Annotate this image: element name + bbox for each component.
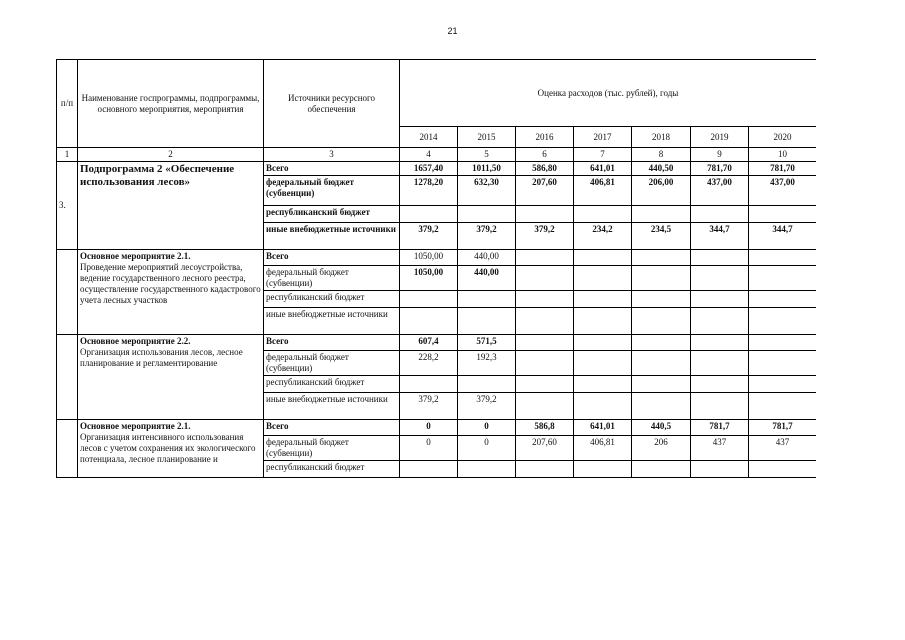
expense-value xyxy=(516,461,574,478)
column-index-cell: 3 xyxy=(264,148,400,162)
expense-value: 228,2 xyxy=(400,351,458,376)
column-index-cell: 1 xyxy=(57,148,78,162)
expense-value xyxy=(574,308,632,335)
funding-source: Всего xyxy=(264,420,400,436)
header-name: Наименование госпрограммы, подпрограммы, основного мероприятия, мероприятия xyxy=(78,60,264,148)
expense-value xyxy=(749,376,817,393)
expense-value xyxy=(749,206,817,223)
expense-value xyxy=(632,308,691,335)
expense-value: 206,00 xyxy=(632,176,691,206)
header-year: 2014 xyxy=(400,127,458,148)
expense-value xyxy=(632,351,691,376)
column-index-cell: 2 xyxy=(78,148,264,162)
header-year: 2020 xyxy=(749,127,817,148)
expense-value: 781,70 xyxy=(691,162,749,176)
budget-table xyxy=(56,59,816,478)
expense-value xyxy=(691,351,749,376)
expense-value xyxy=(749,266,817,291)
expense-value: 440,00 xyxy=(458,250,516,266)
expense-value: 437 xyxy=(691,436,749,461)
header-year: 2018 xyxy=(632,127,691,148)
expense-value xyxy=(574,461,632,478)
expense-value: 641,01 xyxy=(574,162,632,176)
expense-value xyxy=(574,376,632,393)
expense-value xyxy=(400,308,458,335)
table-row xyxy=(57,250,817,266)
expense-value: 379,2 xyxy=(458,393,516,420)
expense-value xyxy=(691,291,749,308)
expense-value: 234,2 xyxy=(574,223,632,250)
table-row xyxy=(57,335,817,351)
expense-value: 379,2 xyxy=(516,223,574,250)
program-name-cell xyxy=(78,250,264,335)
expense-value: 437,00 xyxy=(691,176,749,206)
expense-value xyxy=(516,308,574,335)
expense-value xyxy=(691,266,749,291)
funding-source: республиканский бюджет xyxy=(264,206,400,223)
expense-value: 0 xyxy=(400,420,458,436)
program-description: Проведение мероприятий лесоустройства, ведение государственного лесного реестра, осуществление государственного кадастрового учета лесных участков xyxy=(80,262,261,305)
expense-value xyxy=(574,335,632,351)
expense-value: 406,81 xyxy=(574,436,632,461)
expense-value xyxy=(458,376,516,393)
expense-value xyxy=(574,266,632,291)
program-title: Подпрограмма 2 «Обеспечение использования лесов» xyxy=(80,163,235,188)
expense-value xyxy=(691,461,749,478)
expense-value xyxy=(691,335,749,351)
program-name-cell xyxy=(78,335,264,420)
expense-value xyxy=(749,250,817,266)
expense-value: 379,2 xyxy=(400,393,458,420)
expense-value: 234,5 xyxy=(632,223,691,250)
expense-value: 1050,00 xyxy=(400,266,458,291)
header-year: 2015 xyxy=(458,127,516,148)
column-index-cell: 4 xyxy=(400,148,458,162)
expense-value: 192,3 xyxy=(458,351,516,376)
expense-value xyxy=(400,206,458,223)
funding-source: иные внебюджетные источники xyxy=(264,393,400,420)
program-description: Организация интенсивного использования лесов с учетом сохранения их экологического потенциала, лесное планирование и xyxy=(80,432,256,464)
expense-value: 379,2 xyxy=(400,223,458,250)
expense-value: 781,70 xyxy=(749,162,817,176)
expense-value: 379,2 xyxy=(458,223,516,250)
expense-value xyxy=(632,206,691,223)
funding-source: федеральный бюджет (субвенции) xyxy=(264,351,400,376)
header-num: п/п xyxy=(57,60,78,148)
table-row xyxy=(57,162,817,176)
expense-value: 586,80 xyxy=(516,162,574,176)
expense-value: 437,00 xyxy=(749,176,817,206)
program-name-cell xyxy=(78,420,264,478)
expense-value xyxy=(516,250,574,266)
column-index-cell: 9 xyxy=(691,148,749,162)
funding-source: Всего xyxy=(264,335,400,351)
expense-value xyxy=(632,335,691,351)
row-number xyxy=(57,335,78,420)
expense-value xyxy=(574,351,632,376)
expense-value xyxy=(749,393,817,420)
program-title: Основное мероприятие 2.1. xyxy=(80,251,191,261)
expense-value xyxy=(691,308,749,335)
expense-value: 344,7 xyxy=(749,223,817,250)
expense-value xyxy=(516,376,574,393)
expense-value: 440,00 xyxy=(458,266,516,291)
expense-value xyxy=(749,461,817,478)
program-description: Организация использования лесов, лесное планирование и регламентирование xyxy=(80,347,243,368)
expense-value xyxy=(516,351,574,376)
expense-value xyxy=(400,461,458,478)
column-index-cell: 6 xyxy=(516,148,574,162)
column-index-cell: 7 xyxy=(574,148,632,162)
expense-value: 406,81 xyxy=(574,176,632,206)
expense-value xyxy=(458,206,516,223)
expense-value: 0 xyxy=(400,436,458,461)
funding-source: республиканский бюджет xyxy=(264,291,400,308)
expense-value xyxy=(749,291,817,308)
expense-value xyxy=(458,461,516,478)
expense-value: 344,7 xyxy=(691,223,749,250)
expense-value xyxy=(691,206,749,223)
header-expenses-group: Оценка расходов (тыс. рублей), годы xyxy=(400,60,817,127)
expense-value: 207,60 xyxy=(516,436,574,461)
funding-source: иные внебюджетные источники xyxy=(264,308,400,335)
expense-value: 1657,40 xyxy=(400,162,458,176)
funding-source: республиканский бюджет xyxy=(264,376,400,393)
header-sources: Источники ресурсного обеспечения xyxy=(264,60,400,148)
column-index-cell: 5 xyxy=(458,148,516,162)
expense-value xyxy=(691,376,749,393)
budget-table-container xyxy=(56,59,816,524)
column-index-cell: 10 xyxy=(749,148,817,162)
funding-source: федеральный бюджет (субвенции) xyxy=(264,176,400,206)
expense-value xyxy=(632,376,691,393)
expense-value xyxy=(632,461,691,478)
header-year: 2019 xyxy=(691,127,749,148)
expense-value xyxy=(632,291,691,308)
expense-value: 440,50 xyxy=(632,162,691,176)
expense-value xyxy=(749,308,817,335)
row-number xyxy=(57,250,78,335)
expense-value: 437 xyxy=(749,436,817,461)
expense-value: 632,30 xyxy=(458,176,516,206)
expense-value xyxy=(458,308,516,335)
expense-value: 1011,50 xyxy=(458,162,516,176)
funding-source: федеральный бюджет (субвенции) xyxy=(264,266,400,291)
expense-value xyxy=(632,250,691,266)
expense-value xyxy=(516,206,574,223)
funding-source: Всего xyxy=(264,162,400,176)
expense-value xyxy=(574,250,632,266)
expense-value: 607,4 xyxy=(400,335,458,351)
expense-value: 206 xyxy=(632,436,691,461)
expense-value xyxy=(458,291,516,308)
column-index-cell: 8 xyxy=(632,148,691,162)
expense-value: 0 xyxy=(458,436,516,461)
expense-value xyxy=(516,266,574,291)
funding-source: иные внебюджетные источники xyxy=(264,223,400,250)
expense-value: 571,5 xyxy=(458,335,516,351)
expense-value xyxy=(749,351,817,376)
expense-value xyxy=(516,393,574,420)
expense-value: 1050,00 xyxy=(400,250,458,266)
expense-value xyxy=(749,335,817,351)
funding-source: федеральный бюджет (субвенции) xyxy=(264,436,400,461)
header-year: 2016 xyxy=(516,127,574,148)
row-number: 3. xyxy=(57,162,78,250)
page-number: 21 xyxy=(447,26,458,36)
table-row xyxy=(57,420,817,436)
expense-value xyxy=(400,291,458,308)
expense-value xyxy=(400,376,458,393)
program-name-cell xyxy=(78,162,264,250)
expense-value xyxy=(574,393,632,420)
row-number xyxy=(57,420,78,478)
expense-value xyxy=(574,206,632,223)
expense-value: 0 xyxy=(458,420,516,436)
funding-source: Всего xyxy=(264,250,400,266)
expense-value: 641,01 xyxy=(574,420,632,436)
expense-value: 440,5 xyxy=(632,420,691,436)
program-title: Основное мероприятие 2.2. xyxy=(80,336,191,346)
expense-value xyxy=(516,335,574,351)
expense-value xyxy=(691,250,749,266)
expense-value: 781,7 xyxy=(691,420,749,436)
header-year: 2017 xyxy=(574,127,632,148)
expense-value xyxy=(632,393,691,420)
expense-value: 1278,20 xyxy=(400,176,458,206)
expense-value xyxy=(574,291,632,308)
expense-value: 207,60 xyxy=(516,176,574,206)
program-title: Основное мероприятие 2.1. xyxy=(80,421,191,431)
expense-value xyxy=(516,291,574,308)
funding-source: республиканский бюджет xyxy=(264,461,400,478)
expense-value xyxy=(691,393,749,420)
expense-value: 586,8 xyxy=(516,420,574,436)
expense-value xyxy=(632,266,691,291)
expense-value: 781,7 xyxy=(749,420,817,436)
